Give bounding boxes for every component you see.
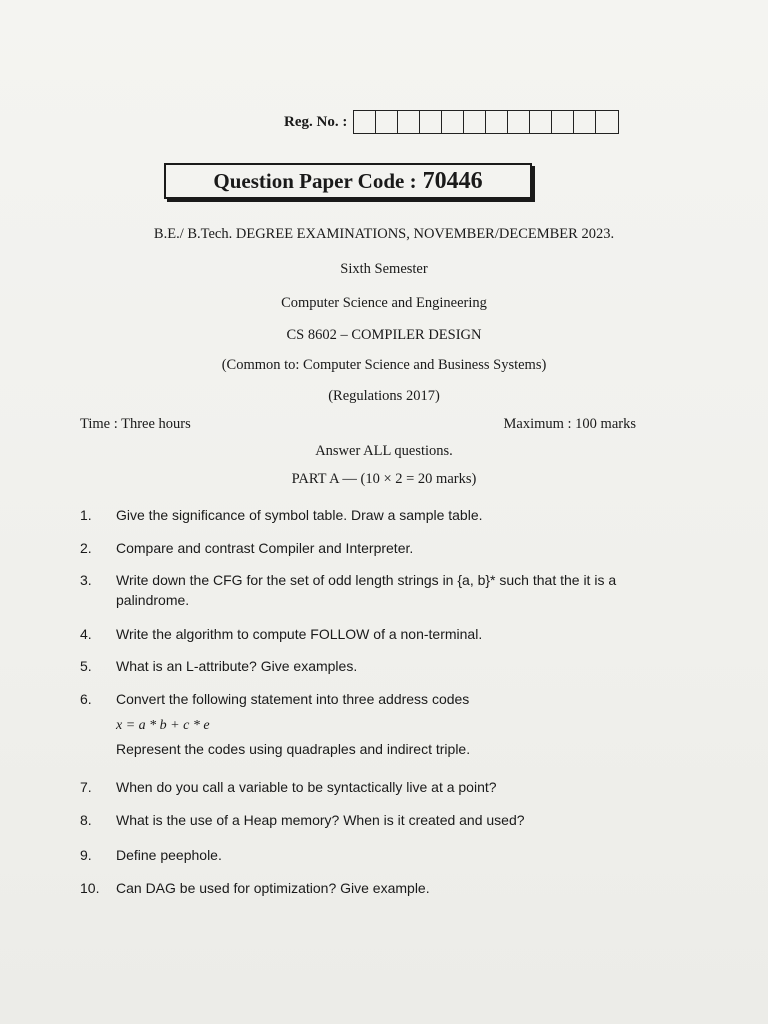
max-marks: Maximum : 100 marks xyxy=(503,416,636,432)
reg-no-label: Reg. No. : xyxy=(284,113,348,130)
reg-no-box xyxy=(464,111,486,133)
reg-no-field xyxy=(284,110,619,134)
question-text: Convert the following statement into three address codes xyxy=(116,691,470,707)
qpc-label: Question Paper Code : xyxy=(213,168,417,193)
question-text: Write down the CFG for the set of odd length strings in {a, b}* such that the it is a palindrome. xyxy=(116,572,617,608)
reg-no-box xyxy=(376,111,398,133)
semester: Sixth Semester xyxy=(340,261,428,277)
question-number: 5. xyxy=(80,658,92,674)
reg-no-boxes xyxy=(353,110,619,134)
question-number: 1. xyxy=(80,507,92,523)
reg-no-box xyxy=(420,111,442,133)
part-heading: PART A — (10 × 2 = 20 marks) xyxy=(291,471,477,487)
reg-no-box xyxy=(486,111,508,133)
qpc-code: 70446 xyxy=(422,167,483,194)
question-number: 3. xyxy=(80,572,92,588)
course-title: CS 8602 – COMPILER DESIGN xyxy=(286,327,482,343)
question-number: 9. xyxy=(80,847,92,863)
reg-no-box xyxy=(596,111,618,133)
reg-no-box xyxy=(508,111,530,133)
question-number: 6. xyxy=(80,691,92,707)
question-text: What is an L-attribute? Give examples. xyxy=(116,658,358,674)
question-number: 10. xyxy=(80,880,100,896)
reg-no-box xyxy=(398,111,420,133)
reg-no-box xyxy=(530,111,552,133)
reg-no-box xyxy=(574,111,596,133)
question-number: 2. xyxy=(80,540,92,556)
question-number: 8. xyxy=(80,812,92,828)
reg-no-box xyxy=(354,111,376,133)
time-marks-row xyxy=(80,416,636,433)
question-text: Compare and contrast Compiler and Interpreter. xyxy=(116,540,414,556)
instruction: Answer ALL questions. xyxy=(315,443,453,459)
department: Computer Science and Engineering xyxy=(281,295,487,311)
question-text: What is the use of a Heap memory? When is it created and used? xyxy=(116,812,525,828)
question-text: Can DAG be used for optimization? Give example. xyxy=(116,880,430,896)
regulations: (Regulations 2017) xyxy=(328,388,440,404)
common-to: (Common to: Computer Science and Business Systems) xyxy=(221,357,547,373)
question-text: Give the significance of symbol table. Draw a sample table. xyxy=(116,507,483,523)
question-text: Write the algorithm to compute FOLLOW of a non-terminal. xyxy=(116,626,483,642)
reg-no-box xyxy=(442,111,464,133)
question-text: Define peephole. xyxy=(116,847,222,863)
question-text: When do you call a variable to be syntactically live at a point? xyxy=(116,779,497,795)
question-number: 4. xyxy=(80,626,92,642)
question-paper-code xyxy=(164,163,532,199)
exam-title: B.E./ B.Tech. DEGREE EXAMINATIONS, NOVEMBER/DECEMBER 2023. xyxy=(153,226,615,242)
q6-formula: x = a * b + c * e xyxy=(116,718,210,733)
duration: Time : Three hours xyxy=(80,416,191,432)
question-number: 7. xyxy=(80,779,92,795)
q6-followup: Represent the codes using quadraples and indirect triple. xyxy=(116,741,471,757)
reg-no-box xyxy=(552,111,574,133)
